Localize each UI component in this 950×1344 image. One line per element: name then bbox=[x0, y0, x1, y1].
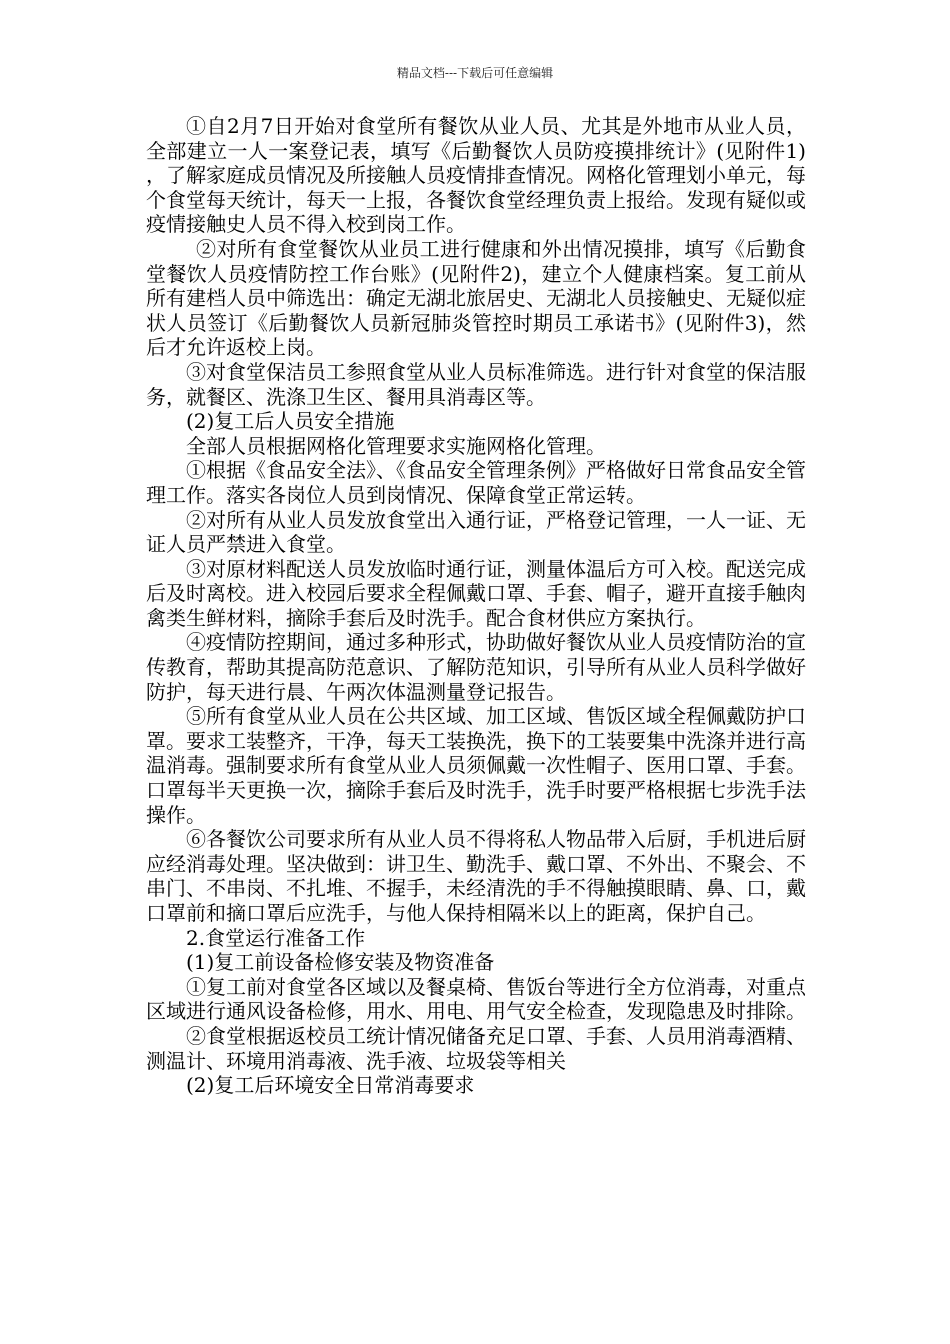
paragraph-item-6: ③对原材料配送人员发放临时通行证，测量体温后方可入校。配送完成后及时离校。进入校园后要求全程佩戴口罩、手套、帽子，避开直接手触肉禽类生鲜材料，摘除手套后及时洗手。配合食材供应方案执行。 bbox=[146, 556, 806, 630]
section-heading-2: 2.食堂运行准备工作 bbox=[186, 925, 366, 950]
paragraph-item-9: ⑥各餐饮公司要求所有从业人员不得将私人物品带入后厨，手机进后厨应经消毒处理。坚决做到：讲卫生、勤洗手、戴口罩、不外出、不聚会、不串门、不串岗、不扎堆、不握手，未经清洗的手不得触摸眼睛、鼻、口，戴口罩前和摘口罩后应洗手，与他人保持相隔米以上的距离，保护自己。 bbox=[146, 827, 806, 925]
paragraph-item-11: ②食堂根据返校员工统计情况储备充足口罩、手套、人员用消毒酒精、测温计、环境用消毒液、洗手液、垃圾袋等相关 bbox=[146, 1023, 806, 1073]
paragraph-item-4: ①根据《食品安全法》、《食品安全管理条例》严格做好日常食品安全管理工作。落实各岗位人员到岗情况、保障食堂正常运转。 bbox=[146, 458, 806, 507]
paragraph-item-10: ①复工前对食堂各区域以及餐桌椅、售饭台等进行全方位消毒，对重点区域进行通风设备检修，用水、用电、用气安全检查，发现隐患及时排除。 bbox=[146, 974, 806, 1024]
section-heading-2-2: (2)复工后人员安全措施 bbox=[186, 409, 395, 434]
paragraph-item-1: ①自2月7日开始对食堂所有餐饮从业人员、尤其是外地市从业人员，全部建立一人一案登记表，填写《后勤餐饮人员防疫摸排统计》(见附件1)，了解家庭成员情况及所接触人员疫情排查情况。网格化管理划小单元，每个食堂每天统计，每天一上报，各餐饮食堂经理负责上报给。发现有疑似或疫情接触史人员不得入校到岗工作。 bbox=[146, 114, 806, 237]
paragraph-item-5: ②对所有从业人员发放食堂出入通行证，严格登记管理，一人一证、无证人员严禁进入食堂。 bbox=[146, 507, 806, 557]
paragraph-intro: 全部人员根据网格化管理要求实施网格化管理。 bbox=[186, 433, 606, 458]
page-header: 精品文档---下载后可任意编辑 bbox=[396, 66, 554, 80]
paragraph-item-2: ②对所有食堂餐饮从业员工进行健康和外出情况摸排，填写《后勤食堂餐饮人员疫情防控工作台账》(见附件2)，建立个人健康档案。复工前从所有建档人员中筛选出：确定无湖北旅居史、无湖北人员接触史、无疑似症状人员签订《后勤餐饮人员新冠肺炎管控时期员工承诺书》(见附件3)，然后才允许返校上岗。 bbox=[146, 236, 806, 360]
section-heading-2-1: (1)复工前设备检修安装及物资准备 bbox=[186, 950, 495, 975]
document-body bbox=[146, 114, 806, 1098]
paragraph-item-7: ④疫情防控期间，通过多种形式，协助做好餐饮从业人员疫情防治的宣传教育，帮助其提高防范意识、了解防范知识，引导所有从业人员科学做好防护，每天进行晨、午两次体温测量登记报告。 bbox=[146, 630, 806, 704]
paragraph-item-3: ③对食堂保洁员工参照食堂从业人员标准筛选。进行针对食堂的保洁服务，就餐区、洗涤卫生区、餐用具消毒区等。 bbox=[146, 359, 806, 409]
section-heading-2-2b: (2)复工后环境安全日常消毒要求 bbox=[186, 1073, 475, 1098]
paragraph-item-8: ⑤所有食堂从业人员在公共区域、加工区域、售饭区域全程佩戴防护口罩。要求工装整齐，干净，每天工装换洗，换下的工装要集中洗涤并进行高温消毒。强制要求所有食堂从业人员须佩戴一次性帽子、医用口罩、手套。口罩每半天更换一次，摘除手套后及时洗手，洗手时要严格根据七步洗手法操作。 bbox=[146, 704, 806, 827]
